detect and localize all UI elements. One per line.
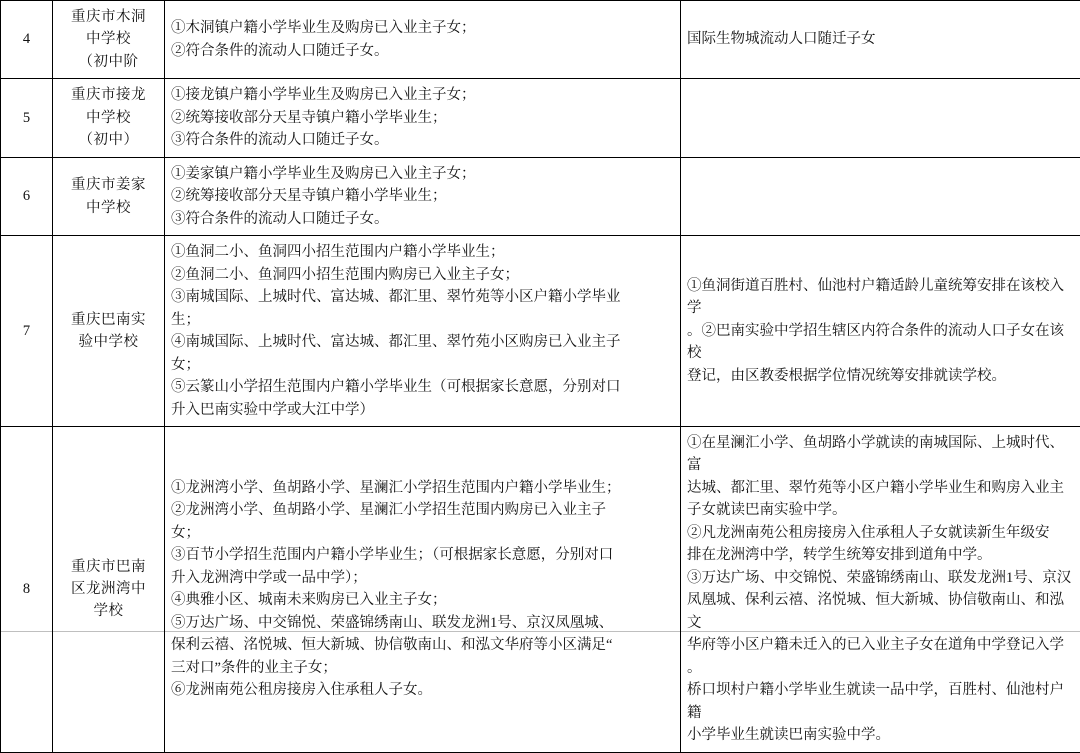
scope-line: ⑥龙洲南苑公租房接房入住承租人子女。 <box>171 679 674 701</box>
school-name-line: （初中） <box>59 129 158 151</box>
scope-line: 升入巴南实验中学或大江中学） <box>171 399 674 421</box>
scope-line: 女； <box>171 354 674 376</box>
enrollment-scope-cell <box>165 426 681 752</box>
remark-line: 桥口坝村户籍小学毕业生就读一品中学，百胜村、仙池村户籍 <box>687 679 1074 724</box>
scope-line: ⑤云篆山小学招生范围内户籍小学毕业生（可根据家长意愿，分别对口 <box>171 376 674 398</box>
remark-cell <box>681 157 1080 235</box>
scope-line: ②符合条件的流动人口随迁子女。 <box>171 40 674 62</box>
enrollment-scope-cell <box>165 236 681 427</box>
table-row <box>1 426 1080 752</box>
school-name-line: 中学校 <box>59 107 158 129</box>
scope-line: 三对口”条件的业主子女； <box>171 657 674 679</box>
enrollment-scope-cell <box>165 1 681 79</box>
scope-line: ①木洞镇户籍小学毕业生及购房已入业主子女； <box>171 17 674 39</box>
remark-line: 凤凰城、保利云禧、洺悦城、恒大新城、协信敬南山、和泓文 <box>687 589 1074 634</box>
scope-line: ④典雅小区、城南未来购房已入业主子女； <box>171 589 674 611</box>
remark-line: 子女就读巴南实验中学。 <box>687 499 1074 521</box>
table-row <box>1 157 1080 235</box>
table-row <box>1 79 1080 157</box>
scope-line: ①接龙镇户籍小学毕业生及购房已入业主子女； <box>171 84 674 106</box>
row-number-cell <box>1 426 53 752</box>
remark-line: ③万达广场、中交锦悦、荣盛锦绣南山、联发龙洲1号、京汉 <box>687 567 1074 589</box>
school-name-line: 区龙洲湾中 <box>59 578 158 600</box>
scope-line: ⑤万达广场、中交锦悦、荣盛锦绣南山、联发龙洲1号、京汉凤凰城、 <box>171 612 674 634</box>
scope-line: ④南城国际、上城时代、富达城、都汇里、翠竹苑小区购房已入业主子 <box>171 331 674 353</box>
remark-line: ①鱼洞街道百胜村、仙池村户籍适龄儿童统筹安排在该校入学 <box>687 275 1074 320</box>
scope-line: 生； <box>171 309 674 331</box>
school-name-line: 学校 <box>59 600 158 622</box>
scope-line: ②统筹接收部分天星寺镇户籍小学毕业生； <box>171 185 674 207</box>
row-number-cell <box>1 79 53 157</box>
school-name-cell <box>53 1 165 79</box>
enrollment-scope-cell <box>165 157 681 235</box>
remark-line: ②凡龙洲南苑公租房接房入住承租人子女就读新生年级安 <box>687 522 1074 544</box>
school-name-line: （初中阶 <box>59 51 158 73</box>
remark-line: 登记，由区教委根据学位情况统筹安排就读学校。 <box>687 365 1074 387</box>
row-number: 8 <box>23 581 30 597</box>
school-name-cell <box>53 79 165 157</box>
remark-cell <box>681 1 1080 79</box>
scope-line: 女； <box>171 522 674 544</box>
table-body <box>1 1 1080 753</box>
scope-line: ③百节小学招生范围内户籍小学毕业生；（可根据家长意愿，分别对口 <box>171 544 674 566</box>
scope-line: ②统筹接收部分天星寺镇户籍小学毕业生； <box>171 107 674 129</box>
school-name-line: 重庆市木洞 <box>59 6 158 28</box>
school-name-line: 重庆市巴南 <box>59 556 158 578</box>
remark-line: 华府等小区户籍未迁入的已入业主子女在道角中学登记入学 <box>687 634 1074 656</box>
remark-cell <box>681 426 1080 752</box>
school-name-cell <box>53 426 165 752</box>
scope-line: ③符合条件的流动人口随迁子女。 <box>171 129 674 151</box>
row-number-cell <box>1 157 53 235</box>
school-name-cell <box>53 236 165 427</box>
school-name-line: 验中学校 <box>59 331 158 353</box>
table-row <box>1 236 1080 427</box>
row-number-cell <box>1 1 53 79</box>
scope-line: ①姜家镇户籍小学毕业生及购房已入业主子女； <box>171 163 674 185</box>
school-name-line: 重庆市姜家 <box>59 174 158 196</box>
enrollment-scope-cell <box>165 79 681 157</box>
remark-line: 国际生物城流动人口随迁子女 <box>687 28 1074 50</box>
scope-line: ①鱼洞二小、鱼洞四小招生范围内户籍小学毕业生； <box>171 241 674 263</box>
school-name-cell <box>53 157 165 235</box>
remark-line: ①在星澜汇小学、鱼胡路小学就读的南城国际、上城时代、富 <box>687 432 1074 477</box>
remark-cell <box>681 236 1080 427</box>
scope-line: ③符合条件的流动人口随迁子女。 <box>171 208 674 230</box>
row-number: 7 <box>23 323 30 339</box>
remark-line: 。②巴南实验中学招生辖区内符合条件的流动人口子女在该校 <box>687 320 1074 365</box>
remark-line: 达城、都汇里、翠竹苑等小区户籍小学毕业生和购房入业主 <box>687 477 1074 499</box>
school-name-line: 中学校 <box>59 197 158 219</box>
remark-line: 。 <box>687 657 1074 679</box>
scope-line: ③南城国际、上城时代、富达城、都汇里、翠竹苑等小区户籍小学毕业 <box>171 286 674 308</box>
school-name-line: 重庆市接龙 <box>59 84 158 106</box>
remark-cell <box>681 79 1080 157</box>
scope-line: ②鱼洞二小、鱼洞四小招生范围内购房已入业主子女； <box>171 264 674 286</box>
scope-line: ①龙洲湾小学、鱼胡路小学、星澜汇小学招生范围内户籍小学毕业生； <box>171 477 674 499</box>
row-number-cell <box>1 236 53 427</box>
scope-line: 保利云禧、洺悦城、恒大新城、协信敬南山、和泓文华府等小区满足“ <box>171 634 674 656</box>
row-number: 4 <box>23 31 30 47</box>
remark-line: 小学毕业生就读巴南实验中学。 <box>687 724 1074 746</box>
school-name-line: 重庆巴南实 <box>59 309 158 331</box>
scope-line: ②龙洲湾小学、鱼胡路小学、星澜汇小学招生范围内购房已入业主子 <box>171 499 674 521</box>
remark-line: 排在龙洲湾中学，转学生统筹安排到道角中学。 <box>687 544 1074 566</box>
table-row <box>1 1 1080 79</box>
school-name-line: 中学校 <box>59 28 158 50</box>
row-number: 5 <box>23 110 30 126</box>
row-number: 6 <box>23 188 30 204</box>
scope-line: 升入龙洲湾中学或一品中学）； <box>171 567 674 589</box>
